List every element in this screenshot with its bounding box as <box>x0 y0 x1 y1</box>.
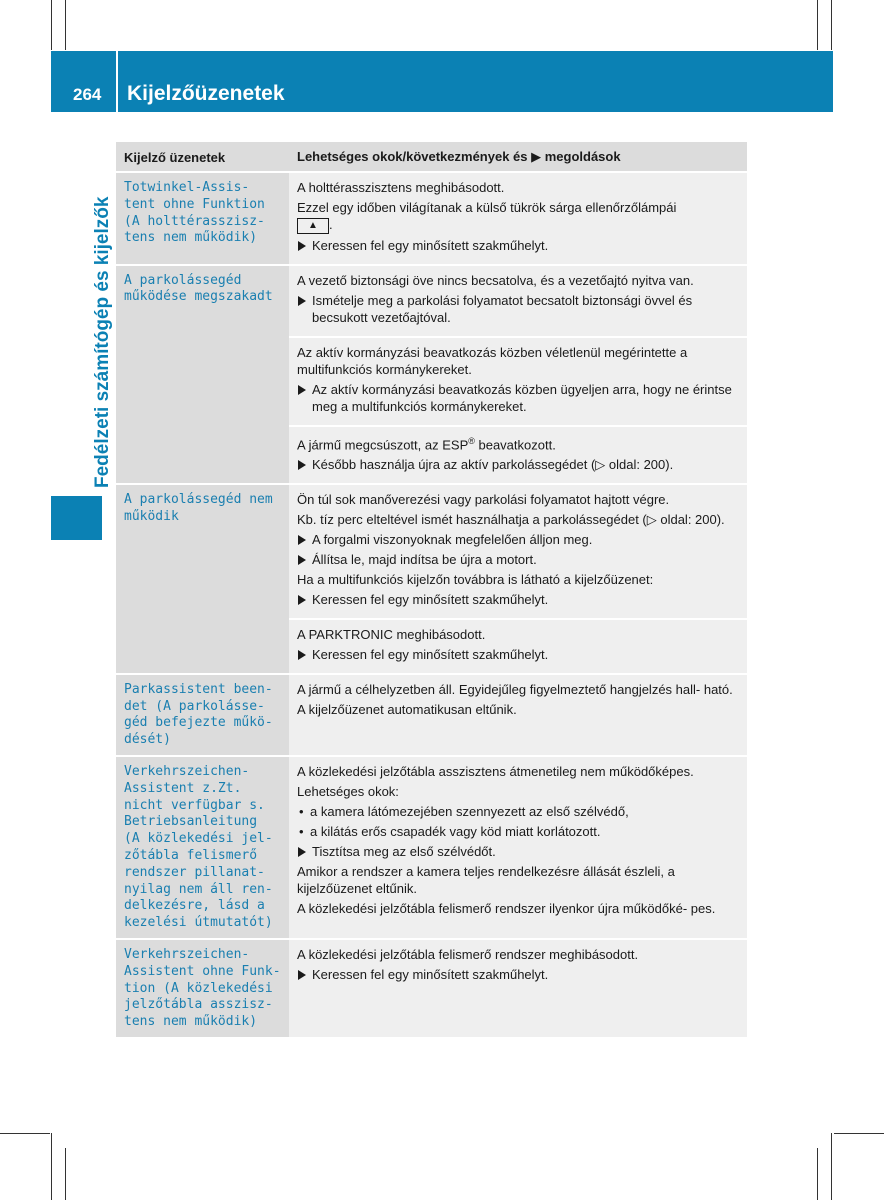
warning-lamp-icon: ▲ <box>297 218 329 234</box>
column-header-messages: Kijelző üzenetek <box>116 142 289 172</box>
item-text: A forgalmi viszonyoknak megfelelően álljon meg. <box>312 531 593 547</box>
item-text: A holttérasszisztens meghibásodott. <box>297 180 505 195</box>
cause-text <box>297 626 741 643</box>
message-explanation <box>289 939 747 1038</box>
item-text: Az aktív kormányzási beavatkozás közben véletlenül megérintette a multifunkciós kormánykereket. <box>297 344 688 377</box>
item-text: Amikor a rendszer a kamera teljes rendelkezésre állását észleli, a kijelzőüzenet eltűnik. <box>297 864 675 897</box>
action-step <box>297 292 741 326</box>
item-text: Állítsa le, majd indítsa be újra a motort. <box>312 551 537 567</box>
item-text: A PARKTRONIC meghibásodott. <box>297 626 486 642</box>
table-header-row <box>116 142 747 172</box>
table-row <box>116 484 747 674</box>
crop-mark <box>831 1133 832 1200</box>
display-message: Verkehrszeichen- Assistent ohne Funk- tion (A közlekedési jelzőtábla asszisz- tens nem működik) <box>116 939 289 1038</box>
action-step <box>297 843 741 860</box>
explanation-block <box>289 757 747 927</box>
cause-text <box>297 272 741 289</box>
item-text: Tisztítsa meg az első szélvédőt. <box>312 844 496 860</box>
cause-text <box>297 946 741 963</box>
action-step <box>297 646 741 663</box>
crop-mark <box>834 1133 884 1134</box>
cause-text <box>297 863 741 897</box>
message-explanation <box>289 265 747 484</box>
item-text: A vezető biztonsági öve nincs becsatolva, és a vezetőajtó nyitva van. <box>297 272 694 288</box>
display-message: A parkolássegéd nem működik <box>116 484 289 674</box>
table-row <box>116 674 747 756</box>
explanation-block <box>289 618 747 673</box>
message-explanation <box>289 756 747 939</box>
item-text: Keressen fel egy minősített szakműhelyt. <box>312 967 549 983</box>
item-text: Keressen fel egy minősített szakműhelyt. <box>312 237 549 253</box>
cause-text <box>297 701 741 718</box>
cause-text <box>297 199 741 234</box>
explanation-block <box>289 485 747 618</box>
explanation-block <box>289 675 747 728</box>
action-step <box>297 551 741 568</box>
header-divider <box>116 51 118 112</box>
cause-text <box>297 681 741 698</box>
item-text: Kb. tíz perc elteltével ismét használhatja a parkolássegédet (▷ oldal: 200). <box>297 511 725 527</box>
item-text-suffix: . <box>329 217 333 232</box>
item-text: Ha a multifunkciós kijelzőn továbbra is látható a kijelzőüzenet: <box>297 571 654 587</box>
crop-mark <box>65 0 66 50</box>
item-text: A kijelzőüzenet automatikusan eltűnik. <box>297 701 517 717</box>
explanation-block <box>289 173 747 264</box>
item-text: Ismételje meg a parkolási folyamatot becsatolt biztonsági övvel és becsukott vezetőajtóval. <box>312 292 693 325</box>
table-row <box>116 939 747 1038</box>
crop-mark <box>831 0 832 50</box>
item-text: a kamera látómezejében szennyezett az első szélvédő, <box>310 804 629 820</box>
item-text: A közlekedési jelzőtábla felismerő rendszer meghibásodott. <box>297 947 639 963</box>
cause-text <box>297 783 741 800</box>
crop-mark <box>817 0 818 50</box>
cause-text <box>297 571 741 588</box>
crop-mark <box>817 1148 818 1200</box>
crop-mark <box>51 1133 52 1200</box>
page-number: 264 <box>73 85 102 104</box>
item-text: Ezzel egy időben világítanak a külső tükrök sárga ellenőrzőlámpái <box>297 200 677 215</box>
item-text-suffix: beavatkozott. <box>474 436 556 452</box>
item-text: Keressen fel egy minősített szakműhelyt. <box>312 646 549 662</box>
table-row <box>116 172 747 265</box>
crop-mark <box>51 0 52 50</box>
display-message: Totwinkel-Assis- tent ohne Funktion (A holttérasszisz- tens nem működik) <box>116 172 289 265</box>
cause-text <box>297 763 741 780</box>
action-step <box>297 531 741 548</box>
action-step <box>297 381 741 415</box>
message-explanation <box>289 674 747 756</box>
action-step <box>297 456 741 473</box>
item-text: A közlekedési jelzőtábla felismerő rendszer ilyenkor újra működőké- pes. <box>297 901 716 917</box>
explanation-block <box>289 336 747 425</box>
item-text: A jármű megcsúszott, az ESP <box>297 436 469 452</box>
cause-text <box>297 900 741 917</box>
explanation-block <box>289 940 747 993</box>
cause-text <box>297 491 741 508</box>
cause-text <box>297 344 741 378</box>
bullet-item <box>297 803 741 820</box>
item-text: Később használja újra az aktív parkolássegédet (▷ oldal: 200). <box>312 456 674 472</box>
action-step <box>297 237 741 254</box>
table-body <box>116 172 747 1038</box>
bullet-item <box>297 823 741 840</box>
item-text: Keressen fel egy minősített szakműhelyt. <box>312 591 549 607</box>
cause-text <box>297 511 741 528</box>
table-row <box>116 756 747 939</box>
crop-mark <box>65 1148 66 1200</box>
explanation-block <box>289 425 747 483</box>
side-section-title: Fedélzeti számítógép és kijelzők <box>92 196 113 488</box>
display-message: A parkolássegéd működése megszakadt <box>116 265 289 484</box>
action-step <box>297 966 741 983</box>
chapter-title: Kijelzőüzenetek <box>127 82 285 105</box>
item-text: a kilátás erős csapadék vagy köd miatt korlátozott. <box>310 824 601 840</box>
item-text: A jármű a célhelyzetben áll. Egyidejűleg figyelmeztető hangjelzés hall- ható. <box>297 681 733 697</box>
cause-text <box>297 433 741 453</box>
item-text: A közlekedési jelzőtábla asszisztens átmenetileg nem működőképes. <box>297 764 694 780</box>
item-text: Az aktív kormányzási beavatkozás közben ügyeljen arra, hogy ne érintse meg a multifunkciós kormánykereket. <box>312 381 732 414</box>
message-explanation <box>289 172 747 265</box>
table-row <box>116 265 747 484</box>
side-tab <box>51 496 102 540</box>
crop-mark <box>0 1133 50 1134</box>
column-header-causes: Lehetséges okok/következmények és ▶ megoldások <box>289 142 747 172</box>
display-message: Parkassistent been- det (A parkolásse- géd befejezte műkö- dését) <box>116 674 289 756</box>
display-message: Verkehrszeichen- Assistent z.Zt. nicht verfügbar s. Betriebsanleitung (A közlekedési jel- zőtábla felismerő rendszer pillanat- nyilag nem áll ren- delkezésre, lásd a kezelési útmutatót) <box>116 756 289 939</box>
cause-text <box>297 179 741 196</box>
action-step <box>297 591 741 608</box>
registered-mark: ® <box>468 435 475 446</box>
item-text: Lehetséges okok: <box>297 784 399 800</box>
message-explanation <box>289 484 747 674</box>
item-text: Ön túl sok manőverezési vagy parkolási folyamatot hajtott végre. <box>297 491 670 507</box>
messages-table <box>116 142 747 1039</box>
explanation-block <box>289 266 747 336</box>
